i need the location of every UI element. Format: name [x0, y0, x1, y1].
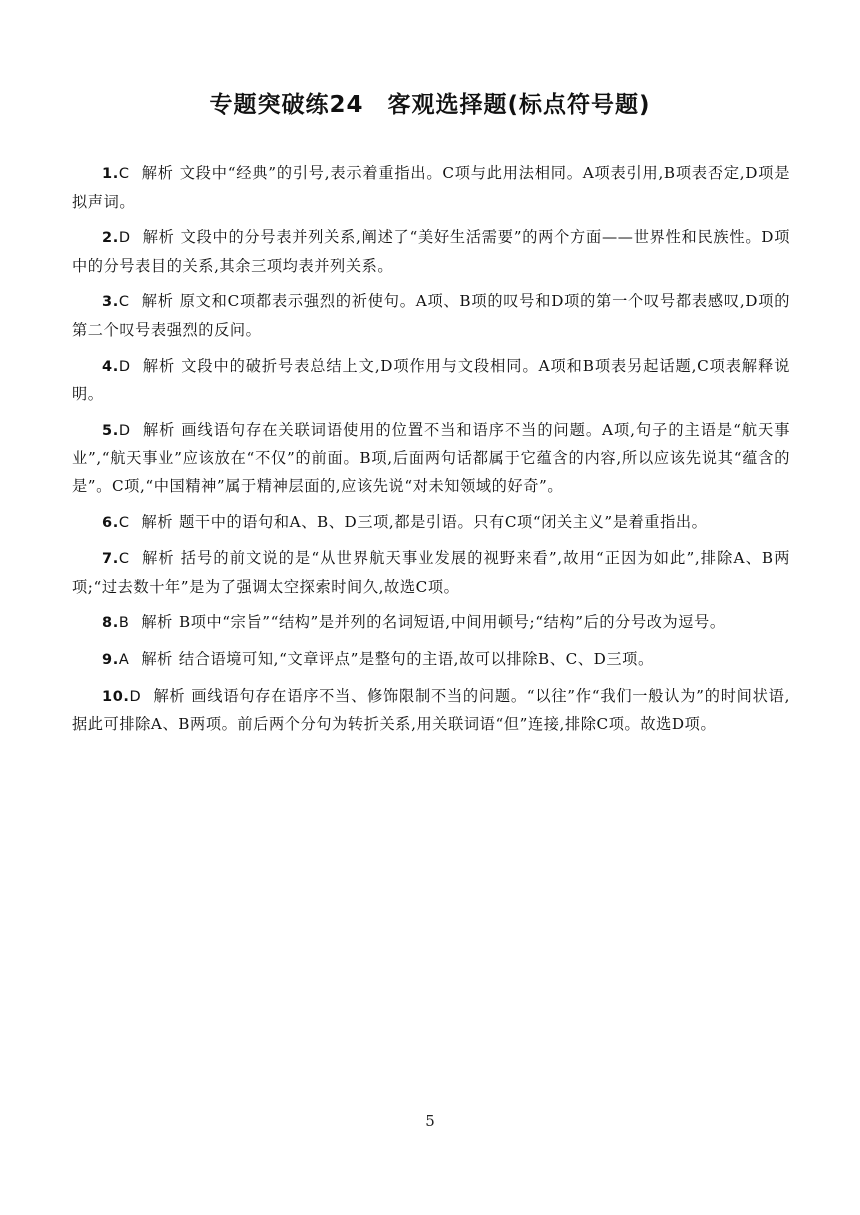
analysis-text: 题干中的语句和A、B、D三项,都是引语。只有C项“闭关主义”是着重指出。	[179, 512, 708, 531]
answer-item	[72, 609, 790, 638]
analysis-label: 解析	[141, 549, 175, 568]
page-number: 5	[425, 1112, 435, 1130]
answer-item	[72, 683, 790, 739]
answer-number: 2.	[102, 230, 119, 247]
analysis-label: 解析	[141, 164, 174, 182]
analysis-label: 解析	[141, 649, 173, 668]
answer-number: 4.	[102, 358, 119, 375]
analysis-label: 解析	[141, 512, 174, 531]
analysis-text: 文段中的分号表并列关系,阐述了“美好生活需要”的两个方面——世界性和民族性。D项中的分号表目的关系,其余三项均表并列关系。	[72, 228, 790, 275]
analysis-text: B项中“宗旨”“结构”是并列的名词短语,中间用顿号;“结构”后的分号改为逗号。	[178, 613, 726, 632]
analysis-text: 结合语境可知,“文章评点”是整句的主语,故可以排除B、C、D三项。	[178, 649, 654, 668]
analysis-text: 文段中的破折号表总结上文,D项作用与文段相同。A项和B项表另起话题,C项表解释说明。	[72, 356, 790, 404]
answer-number: 10.	[102, 688, 130, 705]
analysis-text: 文段中“经典”的引号,表示着重指出。C项与此用法相同。A项表引用,B项表否定,D项是拟声词。	[72, 164, 790, 211]
answer-item	[72, 288, 790, 344]
answer-number: 8.	[102, 615, 119, 632]
answer-item	[72, 224, 790, 280]
answer-key: B	[118, 615, 130, 632]
analysis-text: 画线语句存在关联词语使用的位置不当和语序不当的问题。A项,句子的主语是“航天事业”,“航天事业”应该放在“不仅”的前面。B项,后面两句话都属于它蕴含的内容,所以应该先说其“蕴含的是”。C项,“中国精神”属于精神层面的,应该先说“对未知领域的好奇”。	[72, 420, 790, 495]
answer-key: D	[129, 688, 142, 705]
answer-key: C	[118, 514, 130, 531]
answer-item	[72, 353, 790, 409]
page-title: 专题突破练24 客观选择题(标点符号题)	[209, 92, 651, 118]
analysis-label: 解析	[142, 356, 176, 375]
answer-number: 3.	[102, 294, 119, 311]
answer-item	[72, 160, 790, 216]
analysis-label: 解析	[141, 292, 174, 311]
answer-number: 5.	[102, 422, 119, 439]
analysis-text: 括号的前文说的是“从世界航天事业发展的视野来看”,故用“正因为如此”,排除A、B两项;“过去数十年”是为了强调太空探索时间久,故选C项。	[72, 549, 790, 596]
answer-key: A	[118, 651, 130, 668]
answer-item	[72, 417, 790, 501]
answer-item	[72, 509, 790, 538]
answer-key: D	[118, 358, 131, 375]
answer-number: 6.	[102, 514, 119, 531]
answer-number: 1.	[102, 166, 119, 182]
answer-key: D	[118, 230, 131, 247]
answer-key: C	[118, 166, 130, 182]
analysis-label: 解析	[142, 228, 175, 247]
answer-key: C	[118, 551, 130, 568]
answer-key: C	[118, 294, 130, 311]
analysis-label: 解析	[142, 420, 176, 439]
answer-number: 7.	[102, 551, 119, 568]
analysis-label: 解析	[141, 613, 173, 632]
analysis-text: 画线语句存在语序不当、修饰限制不当的问题。“以往”作“我们一般认为”的时间状语,据此可排除A、B两项。前后两个分句为转折关系,用关联词语“但”连接,排除C项。故选D项。	[72, 686, 791, 734]
analysis-text: 原文和C项都表示强烈的祈使句。A项、B项的叹号和D项的第一个叹号都表感叹,D项的第二个叹号表强烈的反问。	[72, 292, 791, 339]
answer-list	[72, 160, 790, 747]
answer-number: 9.	[102, 651, 119, 668]
answer-item	[72, 545, 790, 601]
analysis-label: 解析	[153, 686, 186, 705]
answer-item	[72, 646, 790, 675]
answer-key: D	[118, 422, 131, 439]
